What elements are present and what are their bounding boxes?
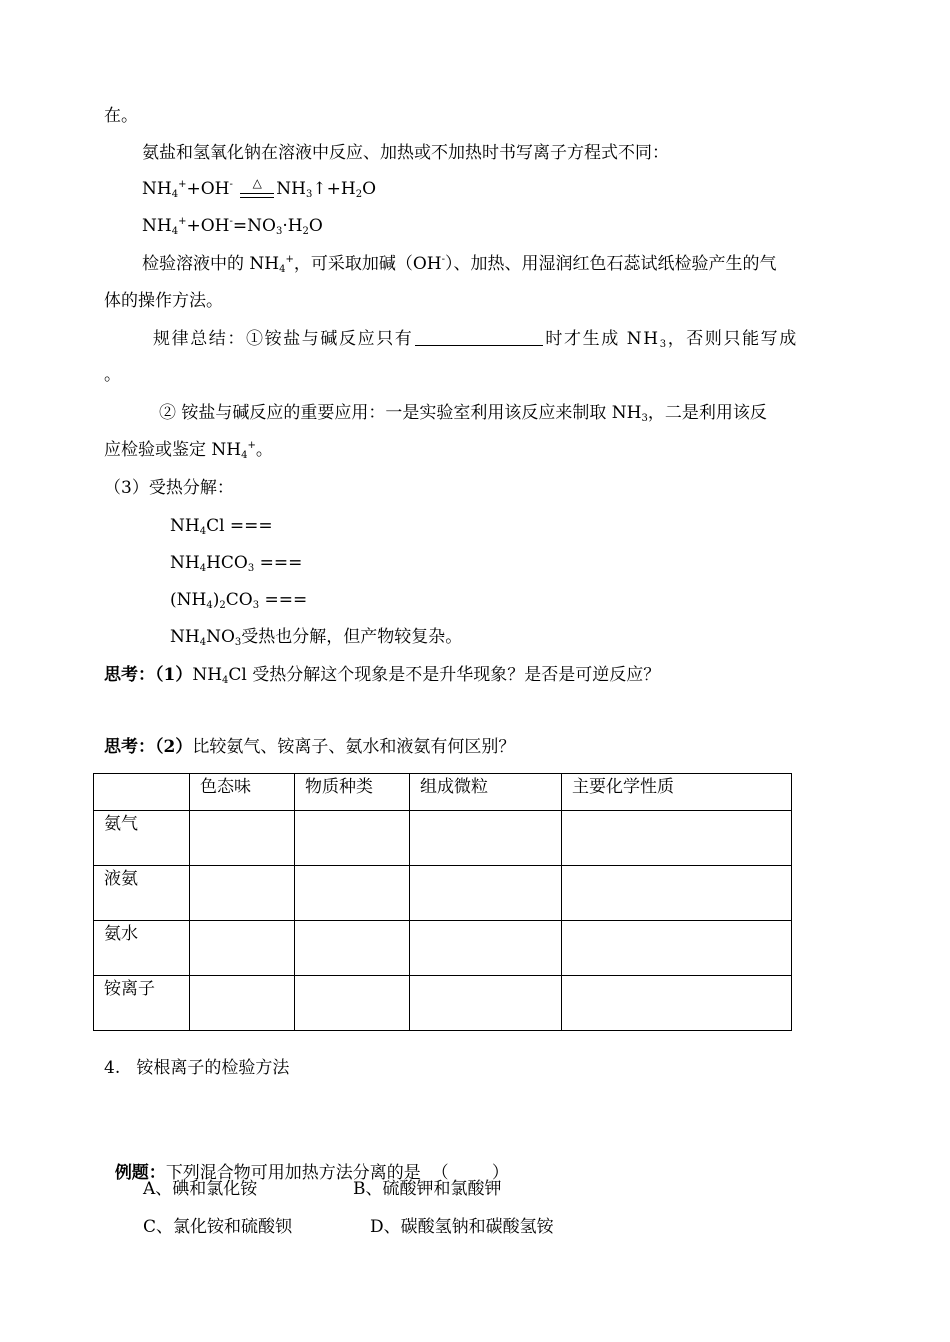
- section-heading: （3）受热分解：: [104, 478, 234, 498]
- table-cell[interactable]: [562, 866, 792, 921]
- table-cell[interactable]: [295, 811, 410, 866]
- table-cell[interactable]: [190, 976, 295, 1031]
- table-cell[interactable]: [295, 921, 410, 976]
- text-line: 检验溶液中的 $NH_4^+$，可采取加碱（OH-）、加热、用湿润红色石蕊试纸检验产生的气: [142, 254, 777, 275]
- table-cell[interactable]: [190, 866, 295, 921]
- table-row: [94, 976, 792, 1031]
- table-cell[interactable]: [410, 866, 562, 921]
- row-label: 液氨: [94, 866, 190, 921]
- text-line: ② 铵盐与碱反应的重要应用：一是实验室利用该反应来制取 $NH_3$，二是利用该反: [159, 403, 767, 424]
- table-row: [94, 811, 792, 866]
- option-c[interactable]: C、氯化铵和硫酸钡: [143, 1217, 293, 1237]
- think-question-1: 思考：$(1)NH_4Cl$ 受热分解这个现象是不是升华现象？是否是可逆反应？: [104, 665, 661, 686]
- table-header-cell: 物质种类: [295, 774, 410, 811]
- option-d[interactable]: D、碳酸氢钠和碳酸氢铵: [370, 1217, 554, 1237]
- table-header-row: [94, 774, 792, 811]
- decomposition-note: $NH_4NO_3$受热也分解，但产物较复杂。: [170, 627, 463, 648]
- think-question-2: 思考：（2）比较氨气、铵离子、氨水和液氨有何区别？: [104, 737, 516, 757]
- row-label: 铵离子: [94, 976, 190, 1031]
- text-line: 氨盐和氢氧化钠在溶液中反应、加热或不加热时书写离子方程式不同：: [142, 143, 669, 163]
- text-line: 应检验或鉴定 $NH_4^+$。: [104, 440, 273, 461]
- table-cell[interactable]: [295, 976, 410, 1031]
- table-cell[interactable]: [410, 811, 562, 866]
- text-line: 。: [104, 365, 121, 385]
- decomposition-equation: $NH_4HCO_3$ ===: [170, 553, 303, 574]
- table-header-cell: [94, 774, 190, 811]
- table-row: [94, 866, 792, 921]
- table-row: [94, 921, 792, 976]
- comparison-table: [93, 773, 792, 1031]
- option-b[interactable]: B、硫酸钾和氯酸钾: [353, 1179, 502, 1199]
- rule-summary: 规律总结：①铵盐与碱反应只有 时才生成 $NH_3$，否则只能写成: [153, 329, 798, 350]
- table-cell[interactable]: [562, 811, 792, 866]
- table-cell[interactable]: [190, 811, 295, 866]
- table-header-cell: 色态味: [190, 774, 295, 811]
- example-question: 例题：下列混合物可用加热方法分离的是 （ ）: [114, 1163, 509, 1183]
- table-cell[interactable]: [410, 921, 562, 976]
- heating-condition-sign: △: [238, 178, 276, 200]
- row-label: 氨气: [94, 811, 190, 866]
- row-label: 氨水: [94, 921, 190, 976]
- table-header-cell: 组成微粒: [410, 774, 562, 811]
- table-cell[interactable]: [562, 976, 792, 1031]
- equation-heated: $NH_4^++OH^-$ △ $NH_3↑+H_2O$: [142, 176, 376, 200]
- table-cell[interactable]: [190, 921, 295, 976]
- table-cell[interactable]: [562, 921, 792, 976]
- decomposition-equation: $(NH_4)_2CO_3$ ===: [170, 590, 308, 611]
- table-header-cell: 主要化学性质: [562, 774, 792, 811]
- section-heading: 4. 铵根离子的检验方法: [104, 1058, 290, 1078]
- fill-blank[interactable]: [415, 327, 543, 346]
- equation-unheated: $NH_4^++OH^-=NO_3\cdot H_2O$: [142, 216, 323, 237]
- decomposition-equation: $NH_4Cl$ ===: [170, 516, 273, 537]
- option-a[interactable]: A、碘和氯化铵: [143, 1179, 258, 1199]
- text-line: 在。: [104, 106, 138, 126]
- table-cell[interactable]: [410, 976, 562, 1031]
- text-line: 体的操作方法。: [104, 291, 223, 311]
- table-cell[interactable]: [295, 866, 410, 921]
